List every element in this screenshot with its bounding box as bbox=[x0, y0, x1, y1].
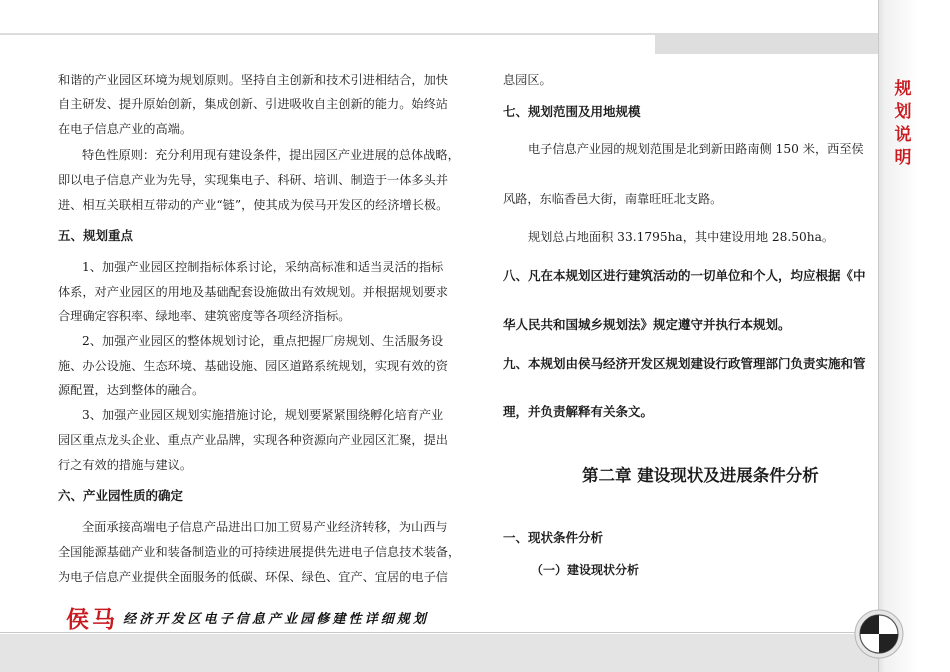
body-text-line: 3、加强产业园区规划实施措施讨论，规划要紧紧围绕孵化培育产业 bbox=[82, 408, 444, 422]
sidebar-title-char: 明 bbox=[894, 148, 912, 168]
body-text-line: 特色性原则：充分利用现有建设条件，提出园区产业进展的总体战略， bbox=[82, 148, 460, 162]
sidebar-title bbox=[893, 78, 913, 170]
body-text-line: 风路，东临香邑大街，南靠旺旺北支路。 bbox=[503, 192, 723, 206]
body-text-line: 合理确定容积率、绿地率、建筑密度等各项经济指标。 bbox=[58, 309, 351, 323]
body-text-line: 进、相互关联相互带动的产业“链”，使其成为侯马开发区的经济增长极。 bbox=[58, 198, 449, 212]
body-text-line: 施、办公设施、生态环境、基础设施、园区道路系统规划，实现有效的资 bbox=[58, 359, 448, 373]
section-heading-8: 八、凡在本规划区进行建筑活动的一切单位和个人，均应根据《中 bbox=[503, 268, 866, 283]
sub-subsection-heading: （一）建设现状分析 bbox=[531, 563, 640, 577]
body-text-line: 为电子信息产业提供全面服务的低碳、环保、绿色、宜产、宜居的电子信 bbox=[58, 570, 448, 584]
section-heading-5: 五、规划重点 bbox=[58, 228, 134, 243]
body-text-line: 源配置，达到整体的融合。 bbox=[58, 383, 205, 397]
footer-brand: 侯马 bbox=[66, 607, 118, 633]
body-text-line: 全面承接高端电子信息产品进出口加工贸易产业经济转移，为山西与 bbox=[82, 520, 448, 534]
footer-project-title: 经济开发区电子信息产业园修建性详细规划 bbox=[123, 612, 429, 627]
section-heading-8-cont: 华人民共和国城乡规划法》规定遵守并执行本规划。 bbox=[503, 317, 791, 332]
chapter-title: 第二章 建设现状及进展条件分析 bbox=[582, 466, 819, 485]
body-text-line: 规划总占地面积 33.1795ha，其中建设用地 28.50ha。 bbox=[528, 230, 835, 244]
circle-logo-icon bbox=[854, 609, 904, 659]
top-band bbox=[655, 35, 878, 54]
sidebar-title-char: 说 bbox=[894, 125, 912, 145]
sidebar-title-char: 划 bbox=[894, 102, 912, 122]
body-text-line: 1、加强产业园区控制指标体系讨论，采纳高标准和适当灵活的指标 bbox=[82, 260, 444, 274]
bottom-divider bbox=[0, 632, 878, 633]
body-text-line: 园区重点龙头企业、重点产业品牌，实现各种资源向产业园区汇聚，提出 bbox=[58, 433, 448, 447]
right-sidebar bbox=[878, 0, 950, 672]
body-text-line: 在电子信息产业的高端。 bbox=[58, 122, 193, 136]
bottom-band bbox=[0, 634, 950, 672]
footer bbox=[66, 601, 429, 633]
body-text-line: 息园区。 bbox=[503, 73, 552, 87]
sidebar-title-char: 规 bbox=[894, 79, 912, 99]
section-heading-7: 七、规划范围及用地规模 bbox=[503, 104, 641, 119]
body-text-line: 即以电子信息产业为先导，实现集电子、科研、培训、制造于一体多头并 bbox=[58, 173, 448, 187]
body-text-line: 全国能源基础产业和装备制造业的可持续进展提供先进电子信息技术装备， bbox=[58, 545, 461, 559]
body-text-line: 电子信息产业园的规划范围是北到新田路南侧 150 米，西至侯 bbox=[528, 142, 864, 156]
body-text-line: 自主研发、提升原始创新，集成创新、引进吸收自主创新的能力。始终站 bbox=[58, 97, 448, 111]
section-heading-9-cont: 理，并负责解释有关条文。 bbox=[503, 404, 654, 419]
body-text-line: 和谐的产业园区环境为规划原则。坚持自主创新和技术引进相结合，加快 bbox=[58, 73, 448, 87]
section-heading-6: 六、产业园性质的确定 bbox=[58, 488, 184, 503]
section-heading-9: 九、本规划由侯马经济开发区规划建设行政管理部门负责实施和管 bbox=[503, 356, 866, 371]
subsection-heading: 一、现状条件分析 bbox=[503, 530, 604, 545]
body-text-line: 体系，对产业园区的用地及基础配套设施做出有效规划。并根据规划要求 bbox=[58, 285, 448, 299]
body-text-line: 2、加强产业园区的整体规划讨论，重点把握厂房规划、生活服务设 bbox=[82, 334, 444, 348]
body-text-line: 行之有效的措施与建议。 bbox=[58, 458, 193, 472]
